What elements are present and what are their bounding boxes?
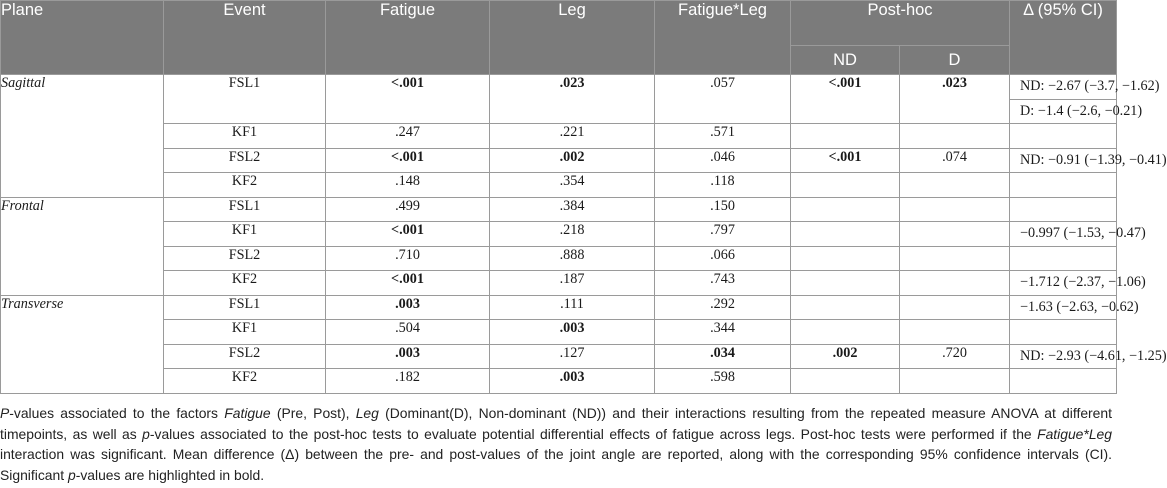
footnote-p-italic: P bbox=[0, 405, 10, 421]
posthoc-nd-cell bbox=[791, 246, 900, 271]
delta-ci-cell bbox=[1010, 148, 1167, 173]
posthoc-nd-cell bbox=[791, 75, 900, 124]
interaction-p-cell bbox=[655, 197, 791, 222]
event-cell-value: KF1 bbox=[231, 222, 258, 238]
interaction-p-cell bbox=[655, 295, 791, 320]
fatigue-p-cell bbox=[326, 271, 490, 296]
event-cell-value: FSL2 bbox=[228, 246, 261, 263]
footnote-text: (Dominant(D), Non-dominant (ND)) and their interactions resulting from the repeated measure ANOVA at different timepoints, as well as bbox=[0, 405, 1112, 442]
footnote-italic-leg: Leg bbox=[355, 405, 379, 421]
leg-p-cell-value: .354 bbox=[559, 173, 585, 189]
plane-label: Frontal bbox=[1, 197, 44, 214]
header-posthoc: Post-hoc bbox=[791, 1, 1010, 46]
posthoc-d-cell bbox=[900, 271, 1010, 296]
interaction-p-cell bbox=[655, 75, 791, 124]
fatigue-p-cell bbox=[326, 197, 490, 222]
table-body bbox=[1, 75, 1167, 394]
posthoc-d-cell-value: .074 bbox=[942, 148, 967, 165]
table-row bbox=[1, 75, 1117, 124]
event-cell-value: KF2 bbox=[231, 271, 258, 287]
event-cell bbox=[164, 148, 326, 173]
fatigue-p-cell bbox=[326, 148, 490, 173]
event-cell bbox=[164, 295, 326, 320]
interaction-p-cell-value: .344 bbox=[710, 320, 735, 336]
posthoc-nd-cell bbox=[791, 124, 900, 149]
fatigue-p-cell bbox=[326, 75, 490, 124]
fatigue-p-cell-value: .504 bbox=[395, 320, 420, 336]
plane-cell bbox=[1, 75, 164, 198]
footnote-p-italic: p bbox=[142, 425, 150, 442]
delta-ci-cell bbox=[1010, 320, 1117, 345]
posthoc-d-cell-value: .720 bbox=[942, 344, 967, 361]
posthoc-nd-cell bbox=[791, 148, 900, 173]
posthoc-nd-cell bbox=[791, 197, 900, 222]
fatigue-p-cell-value: .148 bbox=[395, 173, 420, 189]
table-row bbox=[1, 320, 1117, 345]
fatigue-p-cell bbox=[326, 173, 490, 198]
fatigue-p-cell bbox=[326, 369, 490, 394]
posthoc-nd-cell bbox=[791, 222, 900, 247]
fatigue-p-cell-value: <.001 bbox=[391, 222, 424, 238]
interaction-p-cell bbox=[655, 369, 791, 394]
posthoc-nd-cell-value: <.001 bbox=[828, 75, 862, 91]
table-row bbox=[1, 295, 1117, 320]
event-cell-value: FSL2 bbox=[228, 148, 261, 165]
footnote-text: (Pre, Post), bbox=[270, 405, 356, 421]
interaction-p-cell bbox=[655, 124, 791, 149]
footnote-text: interaction was significant. Mean difference (Δ) between the pre- and post-values of the joint angle are reported, along with the corresponding 95% confidence intervals (CI). Significant bbox=[0, 446, 1112, 483]
leg-p-cell-value: .221 bbox=[559, 124, 585, 140]
posthoc-d-cell bbox=[900, 246, 1010, 271]
posthoc-d-cell bbox=[900, 295, 1010, 320]
leg-p-cell bbox=[490, 320, 655, 345]
interaction-p-cell-value: .797 bbox=[710, 222, 735, 238]
interaction-p-cell-value: .118 bbox=[710, 173, 735, 189]
table-row bbox=[1, 148, 1117, 173]
leg-p-cell bbox=[490, 344, 655, 369]
table-row bbox=[1, 197, 1117, 222]
posthoc-d-cell bbox=[900, 75, 1010, 124]
interaction-p-cell bbox=[655, 222, 791, 247]
leg-p-cell bbox=[490, 271, 655, 296]
interaction-p-cell bbox=[655, 344, 791, 369]
fatigue-p-cell-value: .003 bbox=[395, 295, 420, 312]
event-cell-value: KF2 bbox=[231, 369, 258, 385]
event-cell-value: KF2 bbox=[231, 173, 258, 189]
delta-ci-cell bbox=[1010, 295, 1139, 320]
leg-p-cell bbox=[490, 75, 655, 124]
table-row bbox=[1, 369, 1117, 394]
delta-ci-cell bbox=[1010, 173, 1117, 198]
event-cell-value: FSL1 bbox=[228, 75, 261, 91]
header-interaction: Fatigue*Leg bbox=[655, 1, 791, 75]
table-row bbox=[1, 344, 1117, 369]
leg-p-cell bbox=[490, 369, 655, 394]
fatigue-p-cell-value: <.001 bbox=[391, 75, 424, 91]
posthoc-nd-cell-value: <.001 bbox=[828, 148, 862, 165]
delta-ci-line: −1.63 (−2.63, −0.62) bbox=[1020, 298, 1139, 315]
footnote-italic-interaction: Fatigue*Leg bbox=[1037, 425, 1112, 442]
fatigue-p-cell-value: .710 bbox=[395, 246, 420, 263]
posthoc-d-cell-value: .023 bbox=[942, 75, 967, 91]
posthoc-d-cell bbox=[900, 124, 1010, 149]
event-cell bbox=[164, 320, 326, 345]
interaction-p-cell-value: .571 bbox=[710, 124, 735, 140]
delta-ci-line: −1.712 (−2.37, −1.06) bbox=[1020, 274, 1146, 290]
event-cell bbox=[164, 369, 326, 394]
event-cell-value: FSL2 bbox=[228, 344, 261, 361]
delta-ci-cell bbox=[1010, 197, 1117, 222]
interaction-p-cell bbox=[655, 148, 791, 173]
posthoc-nd-cell bbox=[791, 320, 900, 345]
leg-p-cell-value: .187 bbox=[559, 271, 585, 287]
leg-p-cell bbox=[490, 148, 655, 173]
event-cell bbox=[164, 222, 326, 247]
fatigue-p-cell-value: .003 bbox=[395, 344, 420, 361]
leg-p-cell bbox=[490, 124, 655, 149]
leg-p-cell-value: .218 bbox=[559, 222, 585, 238]
leg-p-cell-value: .003 bbox=[559, 320, 585, 336]
delta-ci-cell bbox=[1010, 344, 1167, 369]
fatigue-p-cell-value: .182 bbox=[395, 369, 420, 385]
plane-cell bbox=[1, 295, 164, 393]
interaction-p-cell-value: .046 bbox=[710, 148, 735, 165]
fatigue-p-cell bbox=[326, 222, 490, 247]
leg-p-cell bbox=[490, 222, 655, 247]
interaction-p-cell bbox=[655, 173, 791, 198]
delta-ci-cell bbox=[1010, 124, 1117, 149]
header-plane: Plane bbox=[1, 1, 164, 75]
interaction-p-cell bbox=[655, 320, 791, 345]
fatigue-p-cell bbox=[326, 344, 490, 369]
leg-p-cell bbox=[490, 173, 655, 198]
table-row bbox=[1, 222, 1117, 247]
footnote-italic-fatigue: Fatigue bbox=[224, 405, 271, 421]
table-footnote bbox=[0, 403, 1112, 485]
footnote-text: -values associated to the post-hoc tests to evaluate potential differential effects of fatigue across legs. Post-hoc tests were performed if the bbox=[149, 425, 1038, 442]
posthoc-d-cell bbox=[900, 148, 1010, 173]
delta-ci-line: ND: −2.67 (−3.7, −1.62) bbox=[1010, 75, 1116, 100]
plane-label: Transverse bbox=[1, 295, 64, 312]
table-header bbox=[1, 1, 1117, 75]
posthoc-d-cell bbox=[900, 197, 1010, 222]
interaction-p-cell bbox=[655, 246, 791, 271]
leg-p-cell-value: .384 bbox=[559, 197, 585, 214]
leg-p-cell bbox=[490, 295, 655, 320]
delta-ci-cell bbox=[1010, 369, 1117, 394]
leg-p-cell-value: .888 bbox=[559, 246, 585, 263]
footnote-text: -values associated to the factors bbox=[9, 405, 225, 421]
delta-ci-line: −0.997 (−1.53, −0.47) bbox=[1020, 225, 1146, 241]
posthoc-nd-cell bbox=[791, 344, 900, 369]
posthoc-nd-cell bbox=[791, 173, 900, 198]
interaction-p-cell-value: .292 bbox=[710, 295, 735, 312]
event-cell bbox=[164, 124, 326, 149]
table-row bbox=[1, 246, 1117, 271]
delta-ci-cell bbox=[1010, 246, 1117, 271]
leg-p-cell-value: .127 bbox=[559, 344, 585, 361]
delta-ci-cell bbox=[1010, 271, 1146, 296]
posthoc-nd-cell-value: .002 bbox=[832, 344, 858, 361]
event-cell bbox=[164, 246, 326, 271]
posthoc-d-cell bbox=[900, 344, 1010, 369]
posthoc-d-cell bbox=[900, 222, 1010, 247]
posthoc-nd-cell bbox=[791, 271, 900, 296]
posthoc-nd-cell bbox=[791, 295, 900, 320]
fatigue-p-cell bbox=[326, 124, 490, 149]
header-fatigue: Fatigue bbox=[326, 1, 490, 75]
footnote-text: -values are highlighted in bold. bbox=[75, 466, 265, 483]
leg-p-cell-value: .111 bbox=[560, 295, 584, 312]
interaction-p-cell-value: .150 bbox=[710, 197, 735, 214]
table-row bbox=[1, 271, 1117, 296]
leg-p-cell-value: .002 bbox=[559, 148, 585, 165]
fatigue-p-cell-value: .499 bbox=[395, 197, 420, 214]
header-leg: Leg bbox=[490, 1, 655, 75]
footnote-p-italic: p bbox=[67, 466, 76, 483]
fatigue-p-cell bbox=[326, 246, 490, 271]
delta-ci-cell bbox=[1010, 222, 1146, 247]
fatigue-p-cell bbox=[326, 295, 490, 320]
leg-p-cell-value: .003 bbox=[559, 369, 585, 385]
table-row bbox=[1, 124, 1117, 149]
header-posthoc-d: D bbox=[900, 46, 1010, 75]
leg-p-cell bbox=[490, 197, 655, 222]
fatigue-p-cell-value: <.001 bbox=[391, 271, 424, 287]
event-cell bbox=[164, 271, 326, 296]
interaction-p-cell bbox=[655, 271, 791, 296]
plane-label: Sagittal bbox=[1, 75, 46, 91]
plane-cell bbox=[1, 197, 164, 295]
delta-ci-cell bbox=[1010, 75, 1160, 124]
event-cell-value: FSL1 bbox=[228, 197, 261, 214]
table-row bbox=[1, 173, 1117, 198]
posthoc-d-cell bbox=[900, 369, 1010, 394]
delta-ci-line: ND: −2.93 (−4.61, −1.25) bbox=[1020, 347, 1167, 364]
delta-ci-line: D: −1.4 (−2.6, −0.21) bbox=[1020, 102, 1143, 119]
interaction-p-cell-value: .743 bbox=[710, 271, 735, 287]
posthoc-nd-cell bbox=[791, 369, 900, 394]
header-event: Event bbox=[164, 1, 326, 75]
event-cell-value: FSL1 bbox=[228, 295, 261, 312]
interaction-p-cell-value: .066 bbox=[710, 246, 735, 263]
fatigue-p-cell bbox=[326, 320, 490, 345]
header-delta: Δ (95% CI) bbox=[1010, 1, 1117, 75]
event-cell-value: KF1 bbox=[231, 320, 258, 336]
event-cell bbox=[164, 173, 326, 198]
event-cell bbox=[164, 197, 326, 222]
fatigue-p-cell-value: <.001 bbox=[391, 148, 424, 165]
header-posthoc-nd: ND bbox=[791, 46, 900, 75]
leg-p-cell bbox=[490, 246, 655, 271]
delta-ci-line: ND: −0.91 (−1.39, −0.41) bbox=[1020, 151, 1167, 168]
leg-p-cell-value: .023 bbox=[559, 75, 585, 91]
posthoc-d-cell bbox=[900, 173, 1010, 198]
interaction-p-cell-value: .057 bbox=[710, 75, 735, 91]
event-cell-value: KF1 bbox=[231, 124, 258, 140]
event-cell bbox=[164, 75, 326, 124]
interaction-p-cell-value: .598 bbox=[710, 369, 735, 385]
fatigue-p-cell-value: .247 bbox=[395, 124, 420, 140]
event-cell bbox=[164, 344, 326, 369]
posthoc-d-cell bbox=[900, 320, 1010, 345]
interaction-p-cell-value: .034 bbox=[710, 344, 735, 361]
